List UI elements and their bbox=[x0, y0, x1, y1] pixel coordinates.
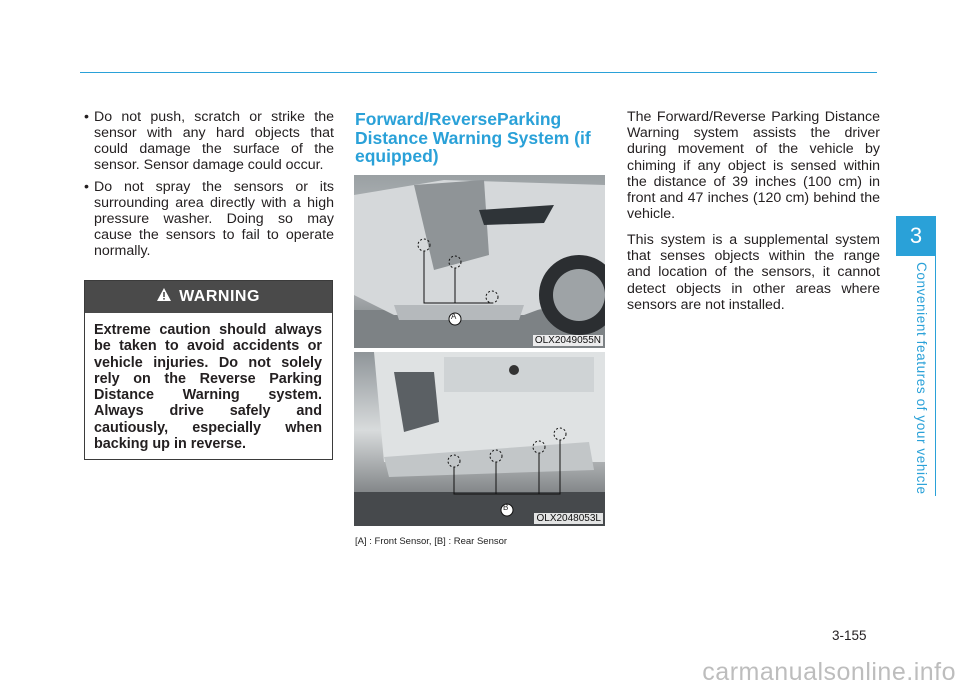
warning-body: Extreme caution should always be taken to avoid accidents or vehicle injuries. Do not solely rely on the Reverse Parking Distance Warning system. Always drive safely and cautiously, especially when backing up in reverse. bbox=[94, 322, 322, 453]
warning-header bbox=[85, 281, 332, 313]
front-callout-label: A bbox=[451, 312, 457, 321]
bullet-item: • Do not spray the sensors or its surrounding area directly with a high pressure washer. Doing so may cause the sensors to fail to operate normally. bbox=[84, 179, 334, 259]
watermark: carmanualsonline.info bbox=[702, 658, 956, 686]
warning-triangle-icon bbox=[157, 288, 171, 306]
description-paragraph: This system is a supplemental system that senses objects within the range and location of the sensors, it cannot detect objects in other areas where sensors are not installed. bbox=[627, 232, 880, 313]
caution-bullet-list bbox=[84, 109, 334, 265]
figure-caption: [A] : Front Sensor, [B] : Rear Sensor bbox=[355, 536, 508, 547]
chapter-title: Convenient features of your vehicle bbox=[914, 262, 929, 495]
front-sensor-photo bbox=[354, 175, 605, 348]
rear-sensor-photo bbox=[354, 352, 605, 526]
chapter-tab-line bbox=[935, 216, 936, 496]
bullet-item: • Do not push, scratch or strike the sensor with any hard objects that could damage the surface of the sensor. Sensor damage could occur. bbox=[84, 109, 334, 173]
warning-box bbox=[84, 280, 333, 460]
warning-title: WARNING bbox=[179, 288, 260, 305]
chapter-tab: 3 bbox=[896, 216, 936, 256]
header-rule bbox=[80, 72, 877, 73]
description-paragraph: The Forward/Reverse Parking Distance Warning system assists the driver during movement of the vehicle by chiming if any object is sensed within the distance of 39 inches (100 cm) in front and 47 inches (120 cm) behind the vehicle. bbox=[627, 109, 880, 223]
page-number: 3-155 bbox=[832, 628, 867, 643]
section-title: Forward/ReverseParking Distance Warning System (if equipped) bbox=[355, 109, 591, 166]
rear-callout-label: B bbox=[503, 503, 509, 512]
front-photo-code: OLX2049055N bbox=[534, 335, 601, 346]
rear-photo-code: OLX2048053L bbox=[536, 513, 601, 524]
